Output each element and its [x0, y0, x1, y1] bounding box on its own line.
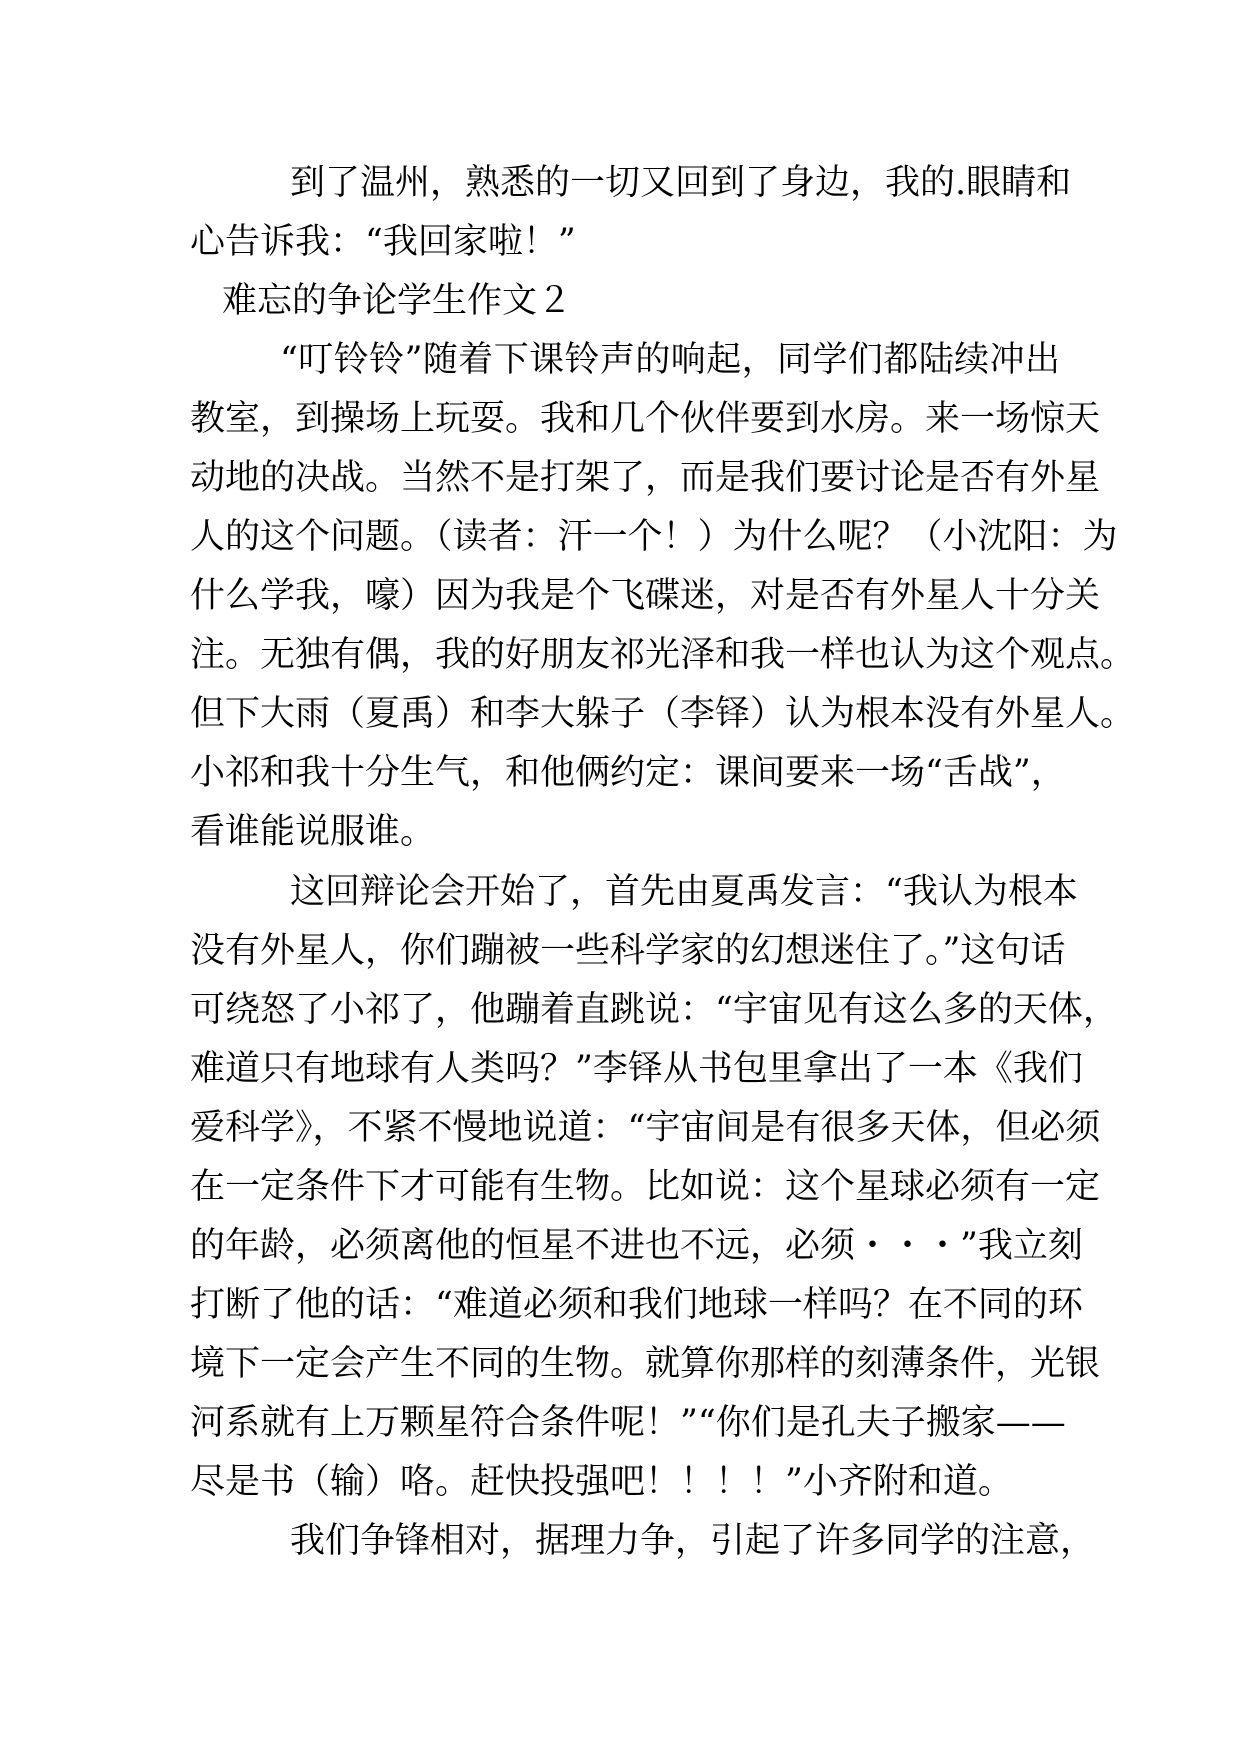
paragraph-line: 的年龄，必须离他的恒星不进也不远，必须・・・”我立刻: [190, 1226, 1083, 1266]
paragraph-line: 心告诉我：“我回家啦！”: [190, 222, 576, 262]
paragraph-line: 尽是书（输）咯。赶快投强吧！！！！”小齐附和道。: [190, 1462, 1013, 1502]
paragraph-line: 我们争锋相对，据理力争，引起了许多同学的注意，: [290, 1521, 1096, 1561]
paragraph-line: 注。无独有偶，我的好朋友祁光泽和我一样也认为这个观点。: [190, 635, 1136, 675]
paragraph-line: 小祁和我十分生气，和他俩约定：课间要来一场“舌战”，: [190, 753, 1066, 793]
paragraph-line: 看谁能说服谁。: [190, 812, 436, 852]
paragraph-line: 难道只有地球有人类吗？”李铎从书包里拿出了一本《我们: [190, 1049, 1083, 1089]
paragraph-line: 没有外星人，你们蹦被一些科学家的幻想迷住了。”这句话: [190, 931, 1066, 971]
paragraph-line: 到了温州，熟悉的一切又回到了身边，我的.眼睛和: [290, 163, 1072, 203]
paragraph-line: “叮铃铃”随着下课铃声的响起，同学们都陆续冲出: [280, 340, 1060, 380]
paragraph-line: 河系就有上万颗星符合条件呢！”“你们是孔夫子搬家——: [190, 1403, 1066, 1443]
paragraph-line: 这回辩论会开始了，首先由夏禹发言：“我认为根本: [290, 872, 1078, 912]
paragraph-line: 打断了他的话：“难道必须和我们地球一样吗？在不同的环: [190, 1285, 1083, 1325]
section-title: 难忘的争论学生作文２: [222, 281, 573, 321]
paragraph-line: 在一定条件下才可能有生物。比如说：这个星球必须有一定: [190, 1167, 1101, 1207]
paragraph-line: 动地的决战。当然不是打架了，而是我们要讨论是否有外星: [190, 458, 1101, 498]
paragraph-line: 境下一定会产生不同的生物。就算你那样的刻薄条件，光银: [190, 1344, 1101, 1384]
paragraph-line: 爱科学》，不紧不慢地说道：“宇宙间是有很多天体，但必须: [190, 1108, 1101, 1148]
paragraph-line: 人的这个问题。（读者：汗一个！）为什么呢？（小沈阳：为: [190, 517, 1118, 557]
paragraph-line: 教室，到操场上玩耍。我和几个伙伴要到水房。来一场惊天: [190, 399, 1101, 439]
paragraph-line: 什么学我，嚎）因为我是个飞碟迷，对是否有外星人十分关: [190, 576, 1101, 616]
paragraph-line: 可绕怒了小祁了，他蹦着直跳说：“宇宙见有这么多的天体，: [190, 990, 1118, 1030]
paragraph-line: 但下大雨（夏禹）和李大躲子（李铎）认为根本没有外星人。: [190, 694, 1136, 734]
